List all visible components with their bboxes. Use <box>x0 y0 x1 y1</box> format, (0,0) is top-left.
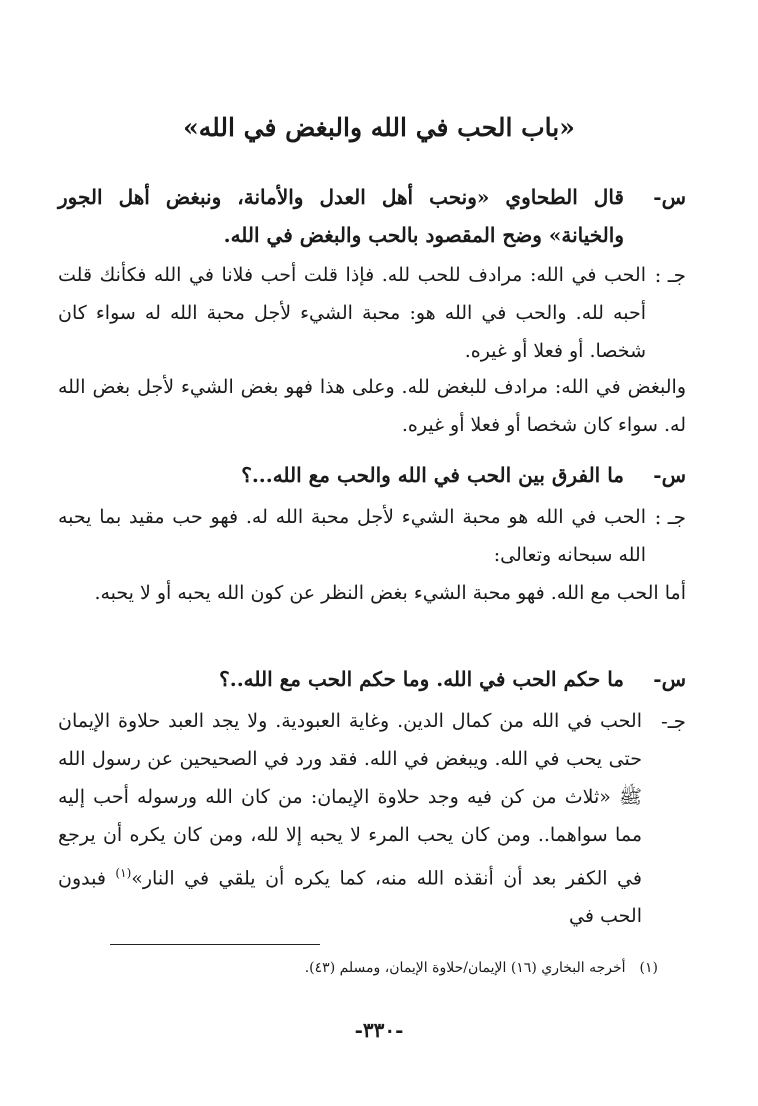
answer-1 <box>58 256 686 370</box>
question-marker: س- <box>653 463 686 487</box>
footnote-number: (١) <box>639 960 658 976</box>
footnote-text: أخرجه البخاري (١٦) الإيمان/حلاوة الإيمان، ومسلم (٤٣). <box>304 960 626 976</box>
question-3 <box>58 660 686 698</box>
question-marker: س- <box>653 185 686 209</box>
footnote <box>60 956 658 980</box>
answer-text <box>58 702 642 935</box>
answer-marker: جـ : <box>654 263 686 287</box>
answer-marker: جـ- <box>661 709 686 733</box>
answer-2 <box>58 498 686 574</box>
answer-text-main: الحب في الله من كمال الدين. وغاية العبودية. ولا يجد العبد حلاوة الإيمان حتى يحب في الله. ويبغض في الله. فقد ورد في الصحيحين عن رسول الله ﷺ «ثلاث من كن فيه وجد حلاوة الإيمان: من كان الله ورسوله أحب إليه مما سواهما.. ومن كان يحب المرء لا يحبه إلا لله، ومن كان يكره أن يرجع في الكفر بعد أن أنقذه الله منه، كما يكره أن يلقي في النار» <box>58 710 642 890</box>
question-marker: س- <box>653 667 686 691</box>
answer-2-paragraph-2 <box>58 574 686 612</box>
paragraph-text: أما الحب مع الله. فهو محبة الشيء بغض النظر عن كون الله يحبه أو لا يحبه. <box>94 582 686 604</box>
answer-3 <box>58 702 686 935</box>
answer-text: الحب في الله هو محبة الشيء لأجل محبة الله له. فهو حب مقيد بما يحبه الله سبحانه وتعالى: <box>58 506 646 566</box>
page-number: -٣٣٠- <box>354 1018 404 1042</box>
answer-marker: جـ : <box>654 505 686 529</box>
question-text: قال الطحاوي «ونحب أهل العدل والأمانة، ونبغض أهل الجور والخيانة» وضح المقصود بالحب والبغض في الله. <box>58 185 624 247</box>
question-2 <box>58 456 686 494</box>
footnote-reference[interactable]: (١) <box>115 866 132 880</box>
answer-text: الحب في الله: مرادف للحب لله. فإذا قلت أحب فلانا في الله فكأنك قلت أحبه لله. والحب في الله هو: محبة الشيء لأجل محبة الله له سواء كان شخصا. أو فعلا أو غيره. <box>58 264 646 362</box>
footnote-divider <box>110 944 320 945</box>
paragraph-text: والبغض في الله: مرادف للبغض لله. وعلى هذا فهو بغض الشيء لأجل بغض الله له. سواء كان شخصا أو فعلا أو غيره. <box>58 376 686 436</box>
question-text: ما الفرق بين الحب في الله والحب مع الله...؟ <box>241 463 624 487</box>
answer-1-paragraph-2 <box>58 368 686 444</box>
question-1 <box>58 178 686 254</box>
chapter-title: «باب الحب في الله والبغض في الله» <box>183 113 575 142</box>
answer-text-continuation: فبدون الحب في <box>58 867 642 928</box>
question-text: ما حكم الحب في الله. وما حكم الحب مع الله..؟ <box>219 667 624 691</box>
